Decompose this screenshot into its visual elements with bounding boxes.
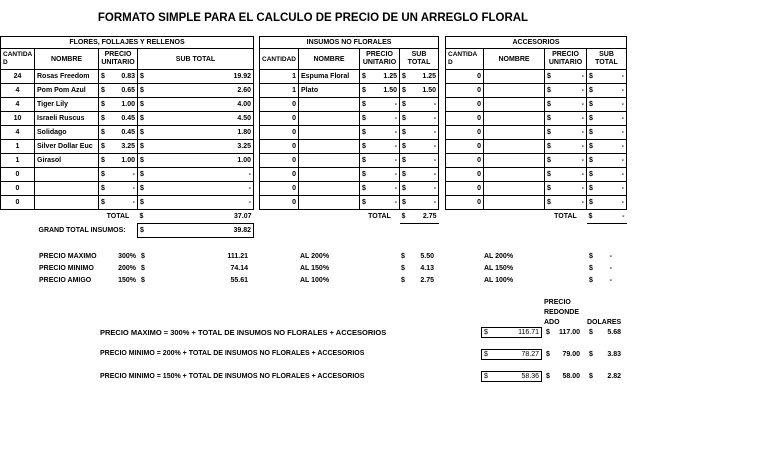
cell-subtotal: $ 4.00 — [138, 98, 254, 112]
cell-subtotal: $ 1.50 — [400, 84, 439, 98]
head-dolares: DOLARES — [587, 319, 622, 326]
summary-currency: $ — [589, 329, 593, 336]
cell-subtotal: $ - — [400, 182, 439, 196]
cell-qty[interactable]: 4 — [1, 98, 35, 112]
cell-price[interactable]: $ 1.25 — [360, 70, 400, 84]
cell-subtotal: $ - — [587, 182, 627, 196]
cell-name[interactable]: Tiger Lily — [35, 98, 99, 112]
cell-name[interactable]: Pom Pom Azul — [35, 84, 99, 98]
cell-qty[interactable]: 0 — [1, 196, 35, 210]
cell-name[interactable] — [484, 196, 545, 210]
cell-subtotal: $ 4.50 — [138, 112, 254, 126]
table-row — [446, 154, 627, 168]
cell-price[interactable]: $ - — [545, 84, 587, 98]
pricing-insumos-value: 5.50 — [420, 253, 434, 260]
table-row — [1, 84, 254, 98]
cell-qty[interactable]: 1 — [1, 140, 35, 154]
col-sub-total: SUB TOTAL — [587, 49, 627, 70]
pricing-accesorios-value: - — [609, 277, 612, 284]
cell-name[interactable]: Silver Dollar Euc — [35, 140, 99, 154]
table-row — [260, 98, 439, 112]
cell-name[interactable] — [35, 182, 99, 196]
summary-currency: $ — [546, 329, 550, 336]
cell-qty[interactable]: 4 — [1, 126, 35, 140]
cell-price[interactable]: $ 1.00 — [99, 154, 138, 168]
pricing-insumos-label: AL 200% — [300, 253, 330, 260]
pricing-flores-value: 74.14 — [230, 265, 248, 272]
pricing-accesorios-label: AL 100% — [484, 277, 514, 284]
pricing-flores-value: 55.61 — [230, 277, 248, 284]
cell-name[interactable]: Solidago — [35, 126, 99, 140]
col-cantidad: CANTIDA D — [446, 49, 484, 70]
pricing-insumos-label: AL 100% — [300, 277, 330, 284]
pricing-accesorios-currency: $ — [589, 265, 593, 272]
table-row — [446, 182, 627, 196]
pricing-flores-pct: 150% — [118, 277, 136, 284]
cell-qty[interactable]: 0 — [446, 126, 484, 140]
insumos-header: INSUMOS NO FLORALES — [260, 37, 439, 49]
cell-price[interactable]: $ - — [545, 126, 587, 140]
summary-currency: $ — [589, 373, 593, 380]
cell-price[interactable]: $ - — [360, 112, 400, 126]
cell-price[interactable]: $ 0.45 — [99, 112, 138, 126]
cell-qty[interactable]: 0 — [446, 140, 484, 154]
cell-qty[interactable]: 0 — [260, 126, 299, 140]
cell-price[interactable]: $ - — [99, 168, 138, 182]
cell-qty[interactable]: 0 — [1, 182, 35, 196]
cell-name[interactable] — [299, 126, 360, 140]
pricing-flores-currency: $ — [141, 277, 145, 284]
col-cantidad: CANTIDA D — [1, 49, 35, 70]
cell-price[interactable]: $ - — [545, 182, 587, 196]
cell-name[interactable] — [484, 182, 545, 196]
cell-price[interactable]: $ - — [360, 168, 400, 182]
table-row — [260, 196, 439, 210]
cell-price[interactable]: $ - — [545, 140, 587, 154]
flores-header: FLORES, FOLLAJES Y RELLENOS — [1, 37, 254, 49]
cell-qty[interactable]: 0 — [260, 154, 299, 168]
table-row — [260, 154, 439, 168]
table-row — [260, 112, 439, 126]
cell-price[interactable]: $ 3.25 — [99, 140, 138, 154]
cell-subtotal: $ - — [587, 140, 627, 154]
pricing-flores-label: PRECIO AMIGO — [39, 277, 92, 284]
summary-formula: PRECIO MAXIMO = 300% + TOTAL DE INSUMOS NO FLORALES + ACCESORIOS — [100, 328, 387, 337]
cell-subtotal: $ 3.25 — [138, 140, 254, 154]
cell-price[interactable]: $ 0.83 — [99, 70, 138, 84]
summary-boxed-value: $ 58.36 — [481, 371, 542, 382]
cell-qty[interactable]: 0 — [446, 70, 484, 84]
cell-price[interactable]: $ - — [360, 182, 400, 196]
cell-name[interactable] — [484, 98, 545, 112]
cell-name[interactable] — [484, 70, 545, 84]
table-row — [446, 126, 627, 140]
grand-total-label: GRAND TOTAL INSUMOS: — [38, 227, 126, 234]
cell-name[interactable] — [484, 154, 545, 168]
cell-subtotal: $ 2.60 — [138, 84, 254, 98]
cell-name[interactable] — [299, 154, 360, 168]
table-row — [1, 70, 254, 84]
cell-qty[interactable]: 0 — [260, 98, 299, 112]
table-row — [446, 112, 627, 126]
col-nombre: NOMBRE — [35, 49, 99, 70]
cell-name[interactable] — [299, 98, 360, 112]
cell-qty[interactable]: 0 — [446, 182, 484, 196]
table-row — [260, 182, 439, 196]
cell-price[interactable]: $ - — [545, 98, 587, 112]
table-row — [1, 126, 254, 140]
insumos-total-label: TOTAL — [368, 213, 391, 221]
cell-subtotal: $ - — [587, 126, 627, 140]
cell-name[interactable] — [484, 112, 545, 126]
pricing-flores-currency: $ — [141, 253, 145, 260]
cell-qty[interactable]: 0 — [1, 168, 35, 182]
cell-subtotal: $ - — [400, 168, 439, 182]
accesorios-header: ACCESORIOS — [446, 37, 627, 49]
cell-subtotal: $ - — [138, 196, 254, 210]
cell-qty[interactable]: 4 — [1, 84, 35, 98]
pricing-accesorios-label: AL 200% — [484, 253, 514, 260]
table-row — [1, 182, 254, 196]
cell-price[interactable]: $ - — [99, 196, 138, 210]
summary-formula: PRECIO MINIMO = 200% + TOTAL DE INSUMOS NO FLORALES + ACCESORIOS — [100, 350, 365, 357]
summary-currency: $ — [589, 351, 593, 358]
col-precio-unitario: PRECIO UNITARIO — [360, 49, 400, 70]
cell-name[interactable]: Plato — [299, 84, 360, 98]
flores-total-label: TOTAL — [106, 213, 130, 221]
col-cantidad: CANTIDAD — [260, 49, 299, 70]
cell-price[interactable]: $ - — [99, 182, 138, 196]
col-sub-total: SUB TOTAL — [138, 49, 254, 70]
cell-subtotal: $ 1.80 — [138, 126, 254, 140]
col-nombre: NOMBRE — [299, 49, 360, 70]
col-precio-unitario: PRECIO UNITARIO — [99, 49, 138, 70]
sheet-title: FORMATO SIMPLE PARA EL CALCULO DE PRECIO DE UN ARREGLO FLORAL — [97, 12, 529, 24]
table-row — [446, 196, 627, 210]
summary-rounded: 79.00 — [562, 351, 580, 358]
cell-subtotal: $ - — [587, 154, 627, 168]
insumos-total: $ 2.75 — [400, 210, 439, 224]
pricing-flores-value: 111.21 — [227, 253, 248, 260]
cell-name[interactable]: Girasol — [35, 154, 99, 168]
cell-subtotal: $ - — [587, 98, 627, 112]
cell-qty[interactable]: 0 — [446, 84, 484, 98]
accesorios-total: $ - — [587, 210, 627, 224]
cell-subtotal: $ - — [587, 168, 627, 182]
cell-qty[interactable]: 1 — [260, 84, 299, 98]
summary-rounded: 117.00 — [558, 329, 580, 336]
summary-rounded: 58.00 — [562, 373, 580, 380]
cell-subtotal: $ - — [400, 140, 439, 154]
accesorios-total-label: TOTAL — [554, 213, 577, 221]
col-precio-unitario: PRECIO UNITARIO — [545, 49, 587, 70]
cell-price[interactable]: $ - — [545, 168, 587, 182]
cell-name[interactable] — [299, 196, 360, 210]
cell-price[interactable]: $ - — [360, 154, 400, 168]
table-row — [446, 140, 627, 154]
cell-qty[interactable]: 0 — [446, 196, 484, 210]
cell-qty[interactable]: 0 — [446, 112, 484, 126]
pricing-insumos-currency: $ — [401, 265, 405, 272]
cell-qty[interactable]: 0 — [260, 168, 299, 182]
table-row — [1, 154, 254, 168]
table-row — [260, 70, 439, 84]
cell-subtotal: $ - — [587, 84, 627, 98]
cell-price[interactable]: $ 1.50 — [360, 84, 400, 98]
cell-qty[interactable]: 0 — [260, 112, 299, 126]
pricing-insumos-label: AL 150% — [300, 265, 330, 272]
cell-price[interactable]: $ 0.45 — [99, 126, 138, 140]
cell-subtotal: $ 19.92 — [138, 70, 254, 84]
summary-dolares: 3.83 — [607, 351, 621, 358]
cell-subtotal: $ - — [587, 112, 627, 126]
cell-price[interactable]: $ - — [360, 126, 400, 140]
pricing-insumos-value: 2.75 — [420, 277, 434, 284]
cell-subtotal: $ - — [587, 70, 627, 84]
cell-name[interactable] — [299, 182, 360, 196]
cell-name[interactable] — [299, 168, 360, 182]
cell-price[interactable]: $ - — [360, 98, 400, 112]
pricing-flores-currency: $ — [141, 265, 145, 272]
col-sub-total: SUB TOTAL — [400, 49, 439, 70]
table-row — [1, 98, 254, 112]
cell-qty[interactable]: 10 — [1, 112, 35, 126]
cell-qty[interactable]: 1 — [1, 154, 35, 168]
pricing-accesorios-currency: $ — [589, 253, 593, 260]
pricing-flores-label: PRECIO MINIMO — [39, 265, 94, 272]
cell-name[interactable] — [299, 112, 360, 126]
cell-subtotal: $ 1.25 — [400, 70, 439, 84]
table-row — [446, 84, 627, 98]
grand-total-value: $ 39.82 — [138, 224, 254, 238]
cell-subtotal: $ 1.00 — [138, 154, 254, 168]
flores-table — [0, 36, 254, 238]
cell-price[interactable]: $ - — [545, 70, 587, 84]
summary-boxed-value: $ 116.71 — [481, 327, 542, 338]
table-row — [446, 98, 627, 112]
cell-qty[interactable]: 0 — [260, 182, 299, 196]
cell-qty[interactable]: 0 — [446, 168, 484, 182]
insumos-table — [259, 36, 439, 224]
cell-subtotal: $ - — [400, 126, 439, 140]
cell-price[interactable]: $ - — [545, 196, 587, 210]
pricing-insumos-value: 4.13 — [420, 265, 434, 272]
summary-currency: $ — [546, 351, 550, 358]
cell-qty[interactable]: 0 — [446, 98, 484, 112]
pricing-accesorios-label: AL 150% — [484, 265, 514, 272]
summary-dolares: 2.82 — [607, 373, 621, 380]
cell-name[interactable] — [35, 168, 99, 182]
table-row — [1, 168, 254, 182]
pricing-flores-label: PRECIO MAXIMO — [39, 253, 97, 260]
table-row — [1, 112, 254, 126]
pricing-flores-pct: 200% — [118, 265, 136, 272]
table-row — [260, 84, 439, 98]
cell-subtotal: $ - — [587, 196, 627, 210]
summary-formula: PRECIO MINIMO = 150% + TOTAL DE INSUMOS NO FLORALES + ACCESORIOS — [100, 373, 365, 380]
cell-price[interactable]: $ 1.00 — [99, 98, 138, 112]
cell-name[interactable] — [484, 84, 545, 98]
col-nombre: NOMBRE — [484, 49, 545, 70]
cell-subtotal: $ - — [138, 182, 254, 196]
cell-name[interactable] — [35, 196, 99, 210]
pricing-accesorios-currency: $ — [589, 277, 593, 284]
cell-subtotal: $ - — [400, 196, 439, 210]
cell-price[interactable]: $ 0.65 — [99, 84, 138, 98]
cell-qty[interactable]: 0 — [446, 154, 484, 168]
table-row — [260, 168, 439, 182]
table-row — [260, 126, 439, 140]
cell-name[interactable]: Rosas Freedom — [35, 70, 99, 84]
cell-name[interactable]: Israeli Ruscus — [35, 112, 99, 126]
table-row — [446, 70, 627, 84]
pricing-insumos-currency: $ — [401, 253, 405, 260]
cell-price[interactable]: $ - — [360, 196, 400, 210]
cell-price[interactable]: $ - — [545, 154, 587, 168]
summary-dolares: 5.68 — [607, 329, 621, 336]
pricing-accesorios-value: - — [609, 265, 612, 272]
cell-price[interactable]: $ - — [545, 112, 587, 126]
table-row — [1, 196, 254, 210]
cell-subtotal: $ - — [138, 168, 254, 182]
cell-name[interactable] — [299, 140, 360, 154]
table-row — [260, 140, 439, 154]
pricing-insumos-currency: $ — [401, 277, 405, 284]
cell-name[interactable] — [484, 140, 545, 154]
cell-subtotal: $ - — [400, 112, 439, 126]
cell-price[interactable]: $ - — [360, 140, 400, 154]
summary-boxed-value: $ 78.27 — [481, 349, 542, 360]
cell-qty[interactable]: 0 — [260, 140, 299, 154]
cell-subtotal: $ - — [400, 154, 439, 168]
cell-qty[interactable]: 24 — [1, 70, 35, 84]
pricing-accesorios-value: - — [609, 253, 612, 260]
cell-subtotal: $ - — [400, 98, 439, 112]
table-row — [446, 168, 627, 182]
accesorios-table — [445, 36, 627, 224]
pricing-flores-pct: 300% — [118, 253, 136, 260]
cell-qty[interactable]: 0 — [260, 196, 299, 210]
table-row — [1, 140, 254, 154]
head-precio-redondeado: PRECIO REDONDE ADO — [544, 299, 580, 326]
cell-name[interactable] — [484, 168, 545, 182]
summary-currency: $ — [546, 373, 550, 380]
flores-total: $ 37.07 — [138, 210, 254, 224]
cell-name[interactable]: Espuma Floral — [299, 70, 360, 84]
cell-name[interactable] — [484, 126, 545, 140]
cell-qty[interactable]: 1 — [260, 70, 299, 84]
